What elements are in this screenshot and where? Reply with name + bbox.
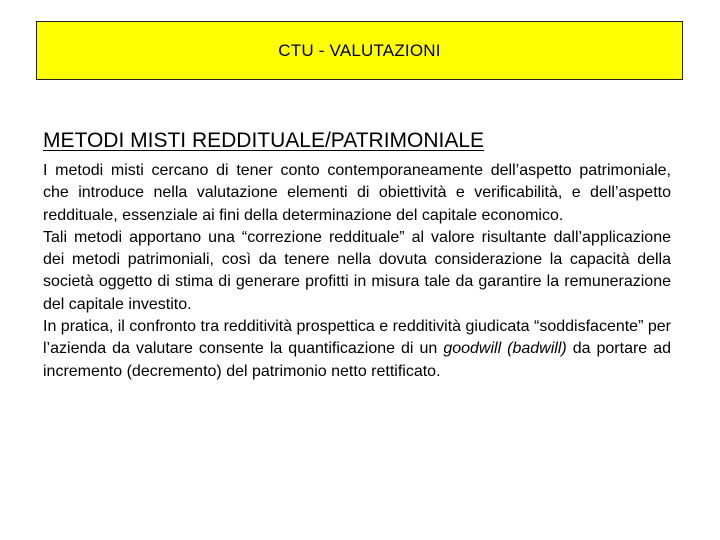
paragraph-1: I metodi misti cercano di tener conto contemporaneamente dell’aspetto patrimoniale, che introduce nella valutazione elementi di obiettività e verificabilità, e dell’aspetto reddituale, essenziale ai fini della determinazione del capitale economico.: [43, 162, 671, 224]
body-text: [43, 160, 671, 383]
slide-title: CTU - VALUTAZIONI: [278, 40, 441, 60]
section-heading: METODI MISTI REDDITUALE/PATRIMONIALE: [43, 129, 485, 152]
paragraph-3-end: da portare ad incremento (decremento) del patrimonio netto rettificato.: [43, 340, 672, 380]
paragraph-2: Tali metodi apportano una “correzione reddituale” al valore risultante dall’applicazione dei metodi patrimoniali, così da tenere nella dovuta considerazione la capacità della società oggetto di stima di generare profitti in misura tale da garantire la remunerazione del capitale investito.: [43, 228, 671, 313]
paragraph-3-start: In pratica, il confronto tra redditività prospettica e redditività giudicata “soddisfacente” per l’azienda da valutare consente la quantificazione di un: [43, 318, 671, 358]
paragraph-3: [43, 316, 671, 383]
title-banner: [36, 21, 683, 80]
goodwill-emphasis: goodwill (badwill): [443, 340, 567, 358]
